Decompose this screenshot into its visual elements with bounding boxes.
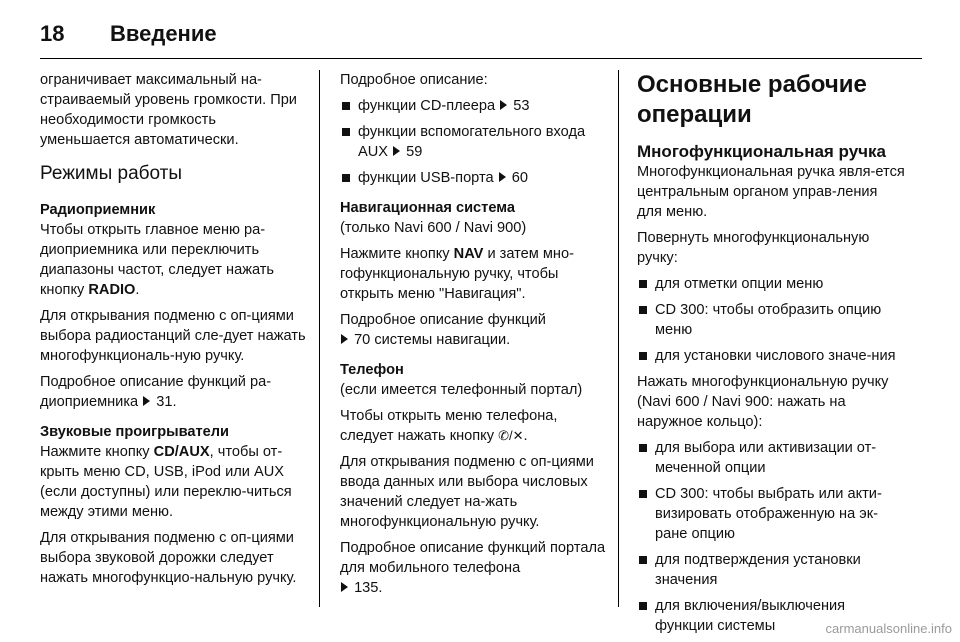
press-list: [637, 438, 905, 636]
audio-paragraph-2: Для открывания подменю с оп-циями выбора звуковой дорожки следует нажать многофункцио-нальную ручку.: [40, 530, 297, 586]
watermark: carmanualsonline.info: [825, 621, 952, 636]
list-item: функции CD-плеера 53: [340, 96, 608, 116]
list-item: CD 300: чтобы выбрать или акти-визировать отображенную на эк-ране опцию: [637, 484, 905, 544]
knob-paragraph-2: Повернуть многофункциональную ручку:: [637, 230, 870, 266]
phone-paragraph-2: Чтобы открыть меню телефона, следует нажать кнопку ✆/✕.: [340, 408, 558, 444]
list-item: функции вспомогательного входа AUX 59: [340, 122, 608, 162]
audio-heading: Звуковые проигрыватели: [40, 424, 229, 440]
list-item: для подтверждения установки значения: [637, 550, 905, 590]
details-list: [340, 96, 608, 188]
page-reference-icon: [393, 146, 400, 156]
header-rule: [40, 58, 922, 59]
phone-paragraph-4: Подробное описание функций портала для мобильного телефона 135.: [340, 540, 606, 596]
page-number: 18: [40, 21, 65, 46]
list-item: для установки числового значе-ния: [637, 346, 905, 366]
column-1: [40, 70, 310, 594]
knob-paragraph-3: Нажать многофункциональную ручку (Navi 600 / Navi 900: нажать на наружное кольцо):: [637, 374, 889, 430]
phone-heading: Телефон: [340, 362, 404, 378]
details-title: Подробное описание:: [340, 72, 488, 88]
list-item: функции USB-порта 60: [340, 168, 608, 188]
page-title: Введение: [110, 21, 217, 46]
intro-paragraph: ограничивает максимальный на-страиваемый уровень громкости. При необходимости громкость уменьшается автоматически.: [40, 72, 297, 148]
nav-key-label: NAV: [453, 246, 484, 262]
list-item: CD 300: чтобы отобразить опцию меню: [637, 300, 905, 340]
page-header: [40, 14, 960, 54]
nav-heading: Навигационная система: [340, 200, 515, 216]
radio-paragraph-3: Подробное описание функций ра-диоприемника 31.: [40, 374, 272, 410]
column-2: [340, 70, 608, 604]
list-item: для включения/выключения функции системы: [637, 596, 905, 636]
radio-key-label: RADIO: [88, 282, 136, 298]
modes-title: Режимы работы: [40, 163, 183, 184]
page-reference-icon: [341, 582, 348, 592]
audio-paragraph-1: Нажмите кнопку CD/AUX, чтобы от-крыть меню CD, USB, iPod или AUX (если доступны) или переклю-читься между этими меню.: [40, 444, 292, 520]
nav-paragraph-1: (только Navi 600 / Navi 900): [340, 220, 527, 236]
list-item: для отметки опции меню: [637, 274, 905, 294]
radio-heading: Радиоприемник: [40, 202, 156, 218]
knob-heading: Многофункциональная ручка: [637, 142, 887, 161]
page-reference-icon: [500, 100, 507, 110]
radio-paragraph-2: Для открывания подменю с оп-циями выбора радиостанций сле-дует нажать многофункциональ-ную ручку.: [40, 308, 306, 364]
page-reference-icon: [143, 396, 150, 406]
phone-key-icon: ✆/✕: [498, 428, 524, 443]
column-3: [637, 70, 905, 642]
column-divider-1: [319, 70, 320, 607]
main-section-title: Основные рабочие операции: [637, 71, 867, 128]
nav-paragraph-3: Подробное описание функций 70 системы навигации.: [340, 312, 546, 348]
nav-paragraph-2: Нажмите кнопку NAV и затем мно-гофункциональную ручку, чтобы открыть меню "Навигация".: [340, 246, 574, 302]
page-reference-icon: [499, 172, 506, 182]
page-reference-icon: [341, 334, 348, 344]
audio-key-label: CD/AUX: [153, 444, 210, 460]
radio-paragraph-1: Чтобы открыть главное меню ра-диоприемника или переключить диапазоны частот, следует нажать кнопку RADIO.: [40, 222, 275, 298]
phone-paragraph-3: Для открывания подменю с оп-циями ввода данных или выбора числовых значений следует на-жать многофункциональную ручку.: [340, 454, 594, 530]
rotate-list: [637, 274, 905, 366]
knob-paragraph-1: Многофункциональная ручка явля-ется центральным органом управ-ления для меню.: [637, 164, 905, 220]
column-divider-2: [618, 70, 619, 607]
phone-paragraph-1: (если имеется телефонный портал): [340, 382, 583, 398]
list-item: для выбора или активизации от-меченной опции: [637, 438, 905, 478]
